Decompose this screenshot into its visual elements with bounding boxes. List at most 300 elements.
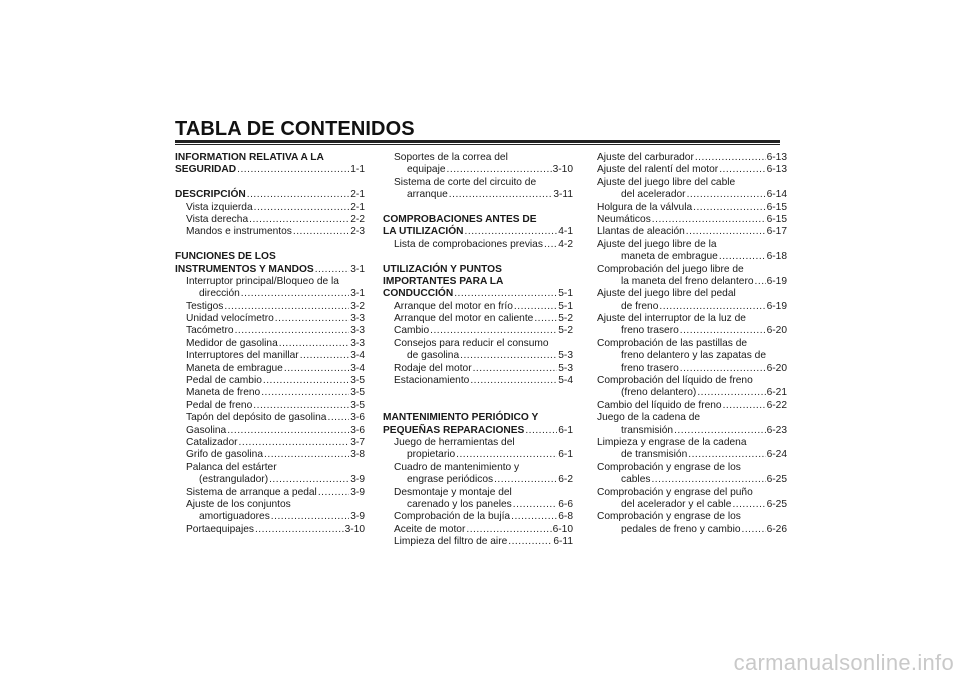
toc-entry-title: Interruptor principal/Bloqueo de la <box>186 275 339 287</box>
dot-leader <box>253 400 349 412</box>
toc-page-number: 3-9 <box>350 486 365 498</box>
toc-entry-title: Arranque del motor en frío <box>394 300 513 312</box>
dot-leader <box>755 276 766 288</box>
toc-page-number: 6-10 <box>552 523 573 535</box>
dot-leader <box>651 474 765 486</box>
dot-leader <box>456 449 557 461</box>
toc-section-entry <box>175 189 365 201</box>
toc-entry <box>383 437 573 449</box>
dot-leader <box>723 400 766 412</box>
dot-leader <box>293 226 349 238</box>
dot-leader <box>279 338 350 350</box>
toc-entry-title: (estrangulador) <box>199 474 269 486</box>
toc-entry-title: PEQUEÑAS REPARACIONES <box>383 424 525 436</box>
toc-entry-title: Palanca del estárter <box>186 461 277 473</box>
toc-entry <box>175 499 365 511</box>
toc-entry-title: Vista derecha <box>186 213 249 225</box>
toc-page-number: 3-1 <box>350 288 365 300</box>
page-title: TABLA DE CONTENIDOS <box>175 118 415 140</box>
toc-page-number: 3-5 <box>350 387 365 399</box>
toc-entry-title: Portaequipajes <box>186 523 254 535</box>
dot-leader <box>318 487 349 499</box>
toc-entry-title: Grifo de gasolina <box>186 449 264 461</box>
toc-entry-title: engrase periódicos <box>407 474 494 486</box>
dot-leader <box>237 164 349 176</box>
dot-leader <box>235 325 350 337</box>
dot-leader <box>254 202 350 214</box>
toc-entry <box>597 524 787 536</box>
toc-entry-title: LA UTILIZACIÓN <box>383 226 464 238</box>
dot-leader <box>511 511 557 523</box>
toc-page-number: 6-26 <box>766 523 787 535</box>
toc-page-number: 3-1 <box>350 263 365 275</box>
toc-section-entry <box>383 264 573 276</box>
toc-entry <box>597 226 787 238</box>
toc-page-number: 3-9 <box>350 474 365 486</box>
toc-entry-title: DESCRIPCIÓN <box>175 189 246 201</box>
dot-leader <box>695 152 766 164</box>
toc-entry <box>175 325 365 337</box>
toc-page-number: 3-3 <box>350 337 365 349</box>
toc-entry-title: INFORMATION RELATIVA A LA <box>175 152 324 163</box>
toc-entry-title: Tacómetro <box>186 325 234 337</box>
dot-leader <box>534 313 557 325</box>
toc-page-number: 6-25 <box>766 498 787 510</box>
watermark: carmanualsonline.info <box>733 650 954 675</box>
toc-section-entry <box>383 425 573 437</box>
toc-spacer <box>175 177 365 189</box>
toc-entry <box>383 313 573 325</box>
toc-page-number: 6-21 <box>766 387 787 399</box>
dot-leader <box>719 251 766 263</box>
toc-entry <box>597 400 787 412</box>
toc-entry-title: Comprobación y engrase del puño <box>597 486 753 498</box>
toc-entry <box>597 437 787 449</box>
toc-page-number: 3-9 <box>350 511 365 523</box>
dot-leader <box>327 412 349 424</box>
dot-leader <box>241 288 349 300</box>
dot-leader <box>264 449 349 461</box>
toc-entry <box>175 437 365 449</box>
toc-page-number: 6-19 <box>766 275 787 287</box>
toc-entry-title: Tapón del depósito de gasolina <box>186 412 327 424</box>
toc-section-entry <box>383 412 573 424</box>
toc-entry <box>383 462 573 474</box>
toc-page-number: 3-8 <box>350 449 365 461</box>
toc-entry <box>175 412 365 424</box>
toc-entry <box>597 288 787 300</box>
dot-leader <box>271 511 349 523</box>
toc-page-number: 6-22 <box>766 399 787 411</box>
toc-entry <box>175 425 365 437</box>
toc-entry-title: MANTENIMIENTO PERIÓDICO Y <box>383 412 539 424</box>
toc-entry <box>597 251 787 263</box>
dot-leader <box>269 474 349 486</box>
dot-leader <box>300 350 350 362</box>
toc-entry-title: Ajuste del ralentí del motor <box>597 164 719 176</box>
toc-entry <box>175 301 365 313</box>
dot-leader <box>544 239 557 251</box>
toc-entry-title: Unidad velocímetro <box>186 313 274 325</box>
toc-entry-title: freno trasero <box>621 362 679 374</box>
toc-entry-title: Rodaje del motor <box>394 362 472 374</box>
toc-entry-title: Comprobación de las pastillas de <box>597 337 748 349</box>
toc-page-number: 3-2 <box>350 300 365 312</box>
toc-page-number: 5-2 <box>558 325 573 337</box>
toc-entry-title: carenado y los paneles <box>407 498 512 510</box>
toc-entry <box>597 511 787 523</box>
toc-entry <box>597 412 787 424</box>
toc-entry <box>383 449 573 461</box>
toc-entry <box>597 301 787 313</box>
dot-leader <box>465 226 558 238</box>
toc-entry <box>597 449 787 461</box>
toc-entry <box>175 400 365 412</box>
dot-leader <box>239 437 350 449</box>
toc-entry <box>597 499 787 511</box>
toc-entry-title: del acelerador <box>621 189 686 201</box>
toc-entry <box>175 487 365 499</box>
toc-section-entry <box>175 164 365 176</box>
dot-leader <box>732 499 765 511</box>
toc-entry-title: maneta de embrague <box>621 251 718 263</box>
toc-section-entry <box>383 226 573 238</box>
toc-entry <box>597 375 787 387</box>
toc-page-number: 5-4 <box>558 375 573 387</box>
toc-entry-title: Maneta de embrague <box>186 362 283 374</box>
dot-leader <box>247 189 350 201</box>
toc-entry-title: Pedal de cambio <box>186 375 262 387</box>
toc-page-number: 6-18 <box>766 251 787 263</box>
toc-entry-title: INSTRUMENTOS Y MANDOS <box>175 263 314 275</box>
toc-entry-title: Pedal de freno <box>186 399 253 411</box>
dot-leader <box>680 363 766 375</box>
toc-page-number: 3-3 <box>350 325 365 337</box>
toc-page-number: 2-1 <box>350 201 365 213</box>
toc-entry-title: Ajuste del carburador <box>597 152 694 163</box>
toc-entry <box>175 387 365 399</box>
toc-entry-title: Limpieza del filtro de aire <box>394 536 508 548</box>
dot-leader <box>680 325 766 337</box>
dot-leader <box>697 387 765 399</box>
toc-entry <box>597 387 787 399</box>
toc-page-number: 4-2 <box>558 238 573 250</box>
toc-entry-title: Vista izquierda <box>186 201 253 213</box>
dot-leader <box>315 264 350 276</box>
toc-entry <box>383 177 573 189</box>
toc-page-number: 6-20 <box>766 325 787 337</box>
toc-entry-title: IMPORTANTES PARA LA <box>383 275 504 287</box>
dot-leader <box>494 474 557 486</box>
toc-page-number: 5-3 <box>558 350 573 362</box>
toc-entry <box>383 375 573 387</box>
toc-page-number: 3-6 <box>350 412 365 424</box>
toc-page-number: 6-11 <box>553 536 573 548</box>
toc-page-number: 3-4 <box>350 350 365 362</box>
dot-leader <box>652 214 766 226</box>
toc-page-number: 4-1 <box>558 226 573 238</box>
dot-leader <box>430 325 557 337</box>
toc-entry-title: Ajuste del interruptor de la luz de <box>597 313 746 325</box>
title-rule-thin <box>175 144 780 145</box>
toc-entry-title: Comprobación de la bujía <box>394 511 511 523</box>
dot-leader <box>686 226 766 238</box>
toc-entry-title: Gasolina <box>186 424 227 436</box>
toc-entry-title: Ajuste del juego libre del pedal <box>597 288 736 300</box>
toc-page-number: 6-19 <box>766 300 787 312</box>
toc-entry-title: FUNCIONES DE LOS <box>175 251 276 263</box>
toc-section-entry <box>383 288 573 300</box>
toc-entry-title: Llantas de aleación <box>597 226 685 238</box>
dot-leader <box>473 363 558 375</box>
toc-entry <box>383 474 573 486</box>
toc-entry-title: Holgura de la válvula <box>597 201 693 213</box>
toc-entry-title: Limpieza y engrase de la cadena <box>597 436 747 448</box>
toc-entry-title: Neumáticos <box>597 213 651 225</box>
toc-column-2 <box>383 152 573 549</box>
toc-entry <box>175 524 365 536</box>
toc-entry <box>597 313 787 325</box>
toc-entry-title: Juego de herramientas del <box>394 436 515 448</box>
dot-leader <box>454 288 557 300</box>
toc-page-number: 6-25 <box>766 474 787 486</box>
toc-entry-title: Comprobación y engrase de los <box>597 461 741 473</box>
toc-entry-title: Interruptores del manillar <box>186 350 299 362</box>
toc-entry <box>383 511 573 523</box>
toc-entry-title: Lista de comprobaciones previas <box>394 238 543 250</box>
toc-page-number: 6-6 <box>558 498 573 510</box>
toc-section-entry <box>175 251 365 263</box>
dot-leader <box>249 214 349 226</box>
toc-entry <box>383 164 573 176</box>
toc-entry <box>597 152 787 164</box>
dot-leader <box>659 301 765 313</box>
title-rule-thick <box>175 140 780 143</box>
toc-entry-title: dirección <box>199 288 240 300</box>
toc-entry-title: Estacionamiento <box>394 375 470 387</box>
toc-entry-title: Catalizador <box>186 436 238 448</box>
toc-entry-title: Comprobación del juego libre de <box>597 263 744 275</box>
toc-entry-title: pedales de freno y cambio <box>621 523 741 535</box>
toc-entry <box>597 202 787 214</box>
toc-entry-title: Testigos <box>186 300 224 312</box>
toc-entry-title: Arranque del motor en caliente <box>394 313 534 325</box>
toc-entry <box>175 288 365 300</box>
dot-leader <box>227 425 349 437</box>
dot-leader <box>460 350 557 362</box>
toc-entry-title: Ajuste del juego libre del cable <box>597 176 736 188</box>
toc-entry-title: CONDUCCIÓN <box>383 288 454 300</box>
dot-leader <box>742 524 766 536</box>
toc-entry <box>175 313 365 325</box>
toc-entry <box>383 536 573 548</box>
toc-entry <box>597 338 787 350</box>
toc-entry-title: transmisión <box>621 424 674 436</box>
toc-entry-title: freno trasero <box>621 325 679 337</box>
dot-leader <box>525 425 557 437</box>
toc-entry-title: Sistema de corte del circuito de <box>394 176 537 188</box>
dot-leader <box>719 164 765 176</box>
toc-entry-title: Soportes de la correa del <box>394 152 508 163</box>
toc-entry <box>383 325 573 337</box>
toc-entry-title: cables <box>621 474 651 486</box>
toc-spacer <box>383 387 573 399</box>
toc-spacer <box>383 251 573 263</box>
toc-entry <box>383 524 573 536</box>
toc-entry <box>597 325 787 337</box>
toc-page-number: 3-10 <box>552 164 573 176</box>
toc-entry-title: Comprobación y engrase de los <box>597 511 741 523</box>
toc-entry <box>597 276 787 288</box>
dot-leader <box>514 301 557 313</box>
toc-page-number: 2-3 <box>350 226 365 238</box>
toc-entry-title: la maneta del freno delantero <box>621 275 754 287</box>
toc-entry <box>175 350 365 362</box>
toc-entry-title: Juego de la cadena de <box>597 412 701 424</box>
toc-section-entry <box>175 264 365 276</box>
toc-entry <box>383 499 573 511</box>
toc-entry-title: propietario <box>407 449 456 461</box>
toc-entry-title: amortiguadores <box>199 511 270 523</box>
toc-page-number: 6-13 <box>766 164 787 176</box>
toc-entry-title: Ajuste del juego libre de la <box>597 238 717 250</box>
toc-page-number: 6-23 <box>766 424 787 436</box>
toc-entry-title: Cuadro de mantenimiento y <box>394 461 520 473</box>
toc-entry <box>597 462 787 474</box>
dot-leader <box>275 313 349 325</box>
toc-section-entry <box>175 152 365 164</box>
toc-entry <box>597 164 787 176</box>
toc-entry-title: UTILIZACIÓN Y PUNTOS <box>383 263 502 275</box>
toc-page-number: 6-15 <box>766 213 787 225</box>
dot-leader <box>261 387 349 399</box>
toc-entry-title: del acelerador y el cable <box>621 498 732 510</box>
toc-entry-title: Ajuste de los conjuntos <box>186 498 291 510</box>
toc-page-number: 6-1 <box>558 449 573 461</box>
toc-entry-title: Desmontaje y montaje del <box>394 486 512 498</box>
toc-entry <box>383 363 573 375</box>
dot-leader <box>284 363 349 375</box>
toc-entry <box>597 350 787 362</box>
toc-entry-title: de transmisión <box>621 449 688 461</box>
toc-page-number: 6-17 <box>766 226 787 238</box>
toc-page-number: 5-2 <box>558 313 573 325</box>
toc-entry <box>175 226 365 238</box>
toc-page-number: 6-13 <box>766 152 787 163</box>
toc-page-number: 5-1 <box>558 288 573 300</box>
toc-page-number: 6-20 <box>766 362 787 374</box>
toc-entry <box>175 276 365 288</box>
toc-page-number: 6-8 <box>558 511 573 523</box>
toc-entry-title: arranque <box>407 189 448 201</box>
toc-spacer <box>383 202 573 214</box>
toc-entry <box>597 239 787 251</box>
toc-entry <box>175 202 365 214</box>
toc-entry-title: Aceite de motor <box>394 523 466 535</box>
toc-page-number: 3-3 <box>350 313 365 325</box>
dot-leader <box>466 524 551 536</box>
dot-leader <box>224 301 349 313</box>
toc-spacer <box>175 239 365 251</box>
dot-leader <box>447 164 552 176</box>
toc-entry <box>597 264 787 276</box>
toc-page-number: 3-5 <box>350 375 365 387</box>
toc-entry <box>383 239 573 251</box>
toc-page-number: 3-6 <box>350 424 365 436</box>
toc-page-number: 3-10 <box>344 523 365 535</box>
toc-entry-title: Mandos e instrumentos <box>186 226 292 238</box>
dot-leader <box>470 375 557 387</box>
toc-entry-title: SEGURIDAD <box>175 164 237 176</box>
toc-entry-title: de gasolina <box>407 350 460 362</box>
toc-page-number: 2-2 <box>350 213 365 225</box>
toc-entry <box>383 338 573 350</box>
toc-section-entry <box>383 214 573 226</box>
toc-entry-title: Medidor de gasolina <box>186 337 278 349</box>
dot-leader <box>255 524 344 536</box>
toc-entry <box>175 474 365 486</box>
toc-entry-title: (freno delantero) <box>621 387 697 399</box>
toc-section-entry <box>383 276 573 288</box>
toc-entry <box>597 425 787 437</box>
toc-page-number: 6-1 <box>558 424 573 436</box>
toc-page-number: 3-7 <box>350 436 365 448</box>
toc-entry-title: COMPROBACIONES ANTES DE <box>383 213 537 225</box>
toc-entry <box>597 487 787 499</box>
dot-leader <box>693 202 765 214</box>
toc-page-number: 1-1 <box>350 164 365 176</box>
toc-entry-title: Consejos para reducir el consumo <box>394 337 549 349</box>
toc-entry <box>597 189 787 201</box>
toc-entry <box>383 350 573 362</box>
toc-entry <box>383 152 573 164</box>
toc-entry <box>175 449 365 461</box>
toc-page-number: 6-14 <box>766 189 787 201</box>
toc-entry <box>383 189 573 201</box>
toc-entry-title: Cambio <box>394 325 430 337</box>
toc-page-number: 6-15 <box>766 201 787 213</box>
toc-page-number: 2-1 <box>350 189 365 201</box>
toc-entry <box>383 487 573 499</box>
dot-leader <box>263 375 349 387</box>
toc-page-number: 6-24 <box>766 449 787 461</box>
toc-entry <box>175 214 365 226</box>
toc-entry-title: Sistema de arranque a pedal <box>186 486 317 498</box>
toc-entry <box>175 363 365 375</box>
dot-leader <box>508 536 552 548</box>
toc-page-number: 3-11 <box>553 189 573 201</box>
dot-leader <box>674 425 766 437</box>
dot-leader <box>688 449 765 461</box>
toc-entry <box>597 214 787 226</box>
toc-page-number: 3-4 <box>350 362 365 374</box>
toc-entry <box>597 363 787 375</box>
toc-entry-title: equipaje <box>407 164 446 176</box>
dot-leader <box>687 189 766 201</box>
toc-page-number: 5-1 <box>558 300 573 312</box>
dot-leader <box>449 189 553 201</box>
toc-column-1 <box>175 152 365 536</box>
dot-leader <box>513 499 557 511</box>
toc-entry <box>597 177 787 189</box>
toc-entry <box>175 462 365 474</box>
toc-entry-title: freno delantero y las zapatas de <box>621 350 766 362</box>
toc-page-number: 6-2 <box>558 474 573 486</box>
toc-entry-title: Comprobación del líquido de freno <box>597 375 753 387</box>
toc-entry <box>175 375 365 387</box>
toc-entry-title: Maneta de freno <box>186 387 261 399</box>
toc-column-3 <box>597 152 787 536</box>
